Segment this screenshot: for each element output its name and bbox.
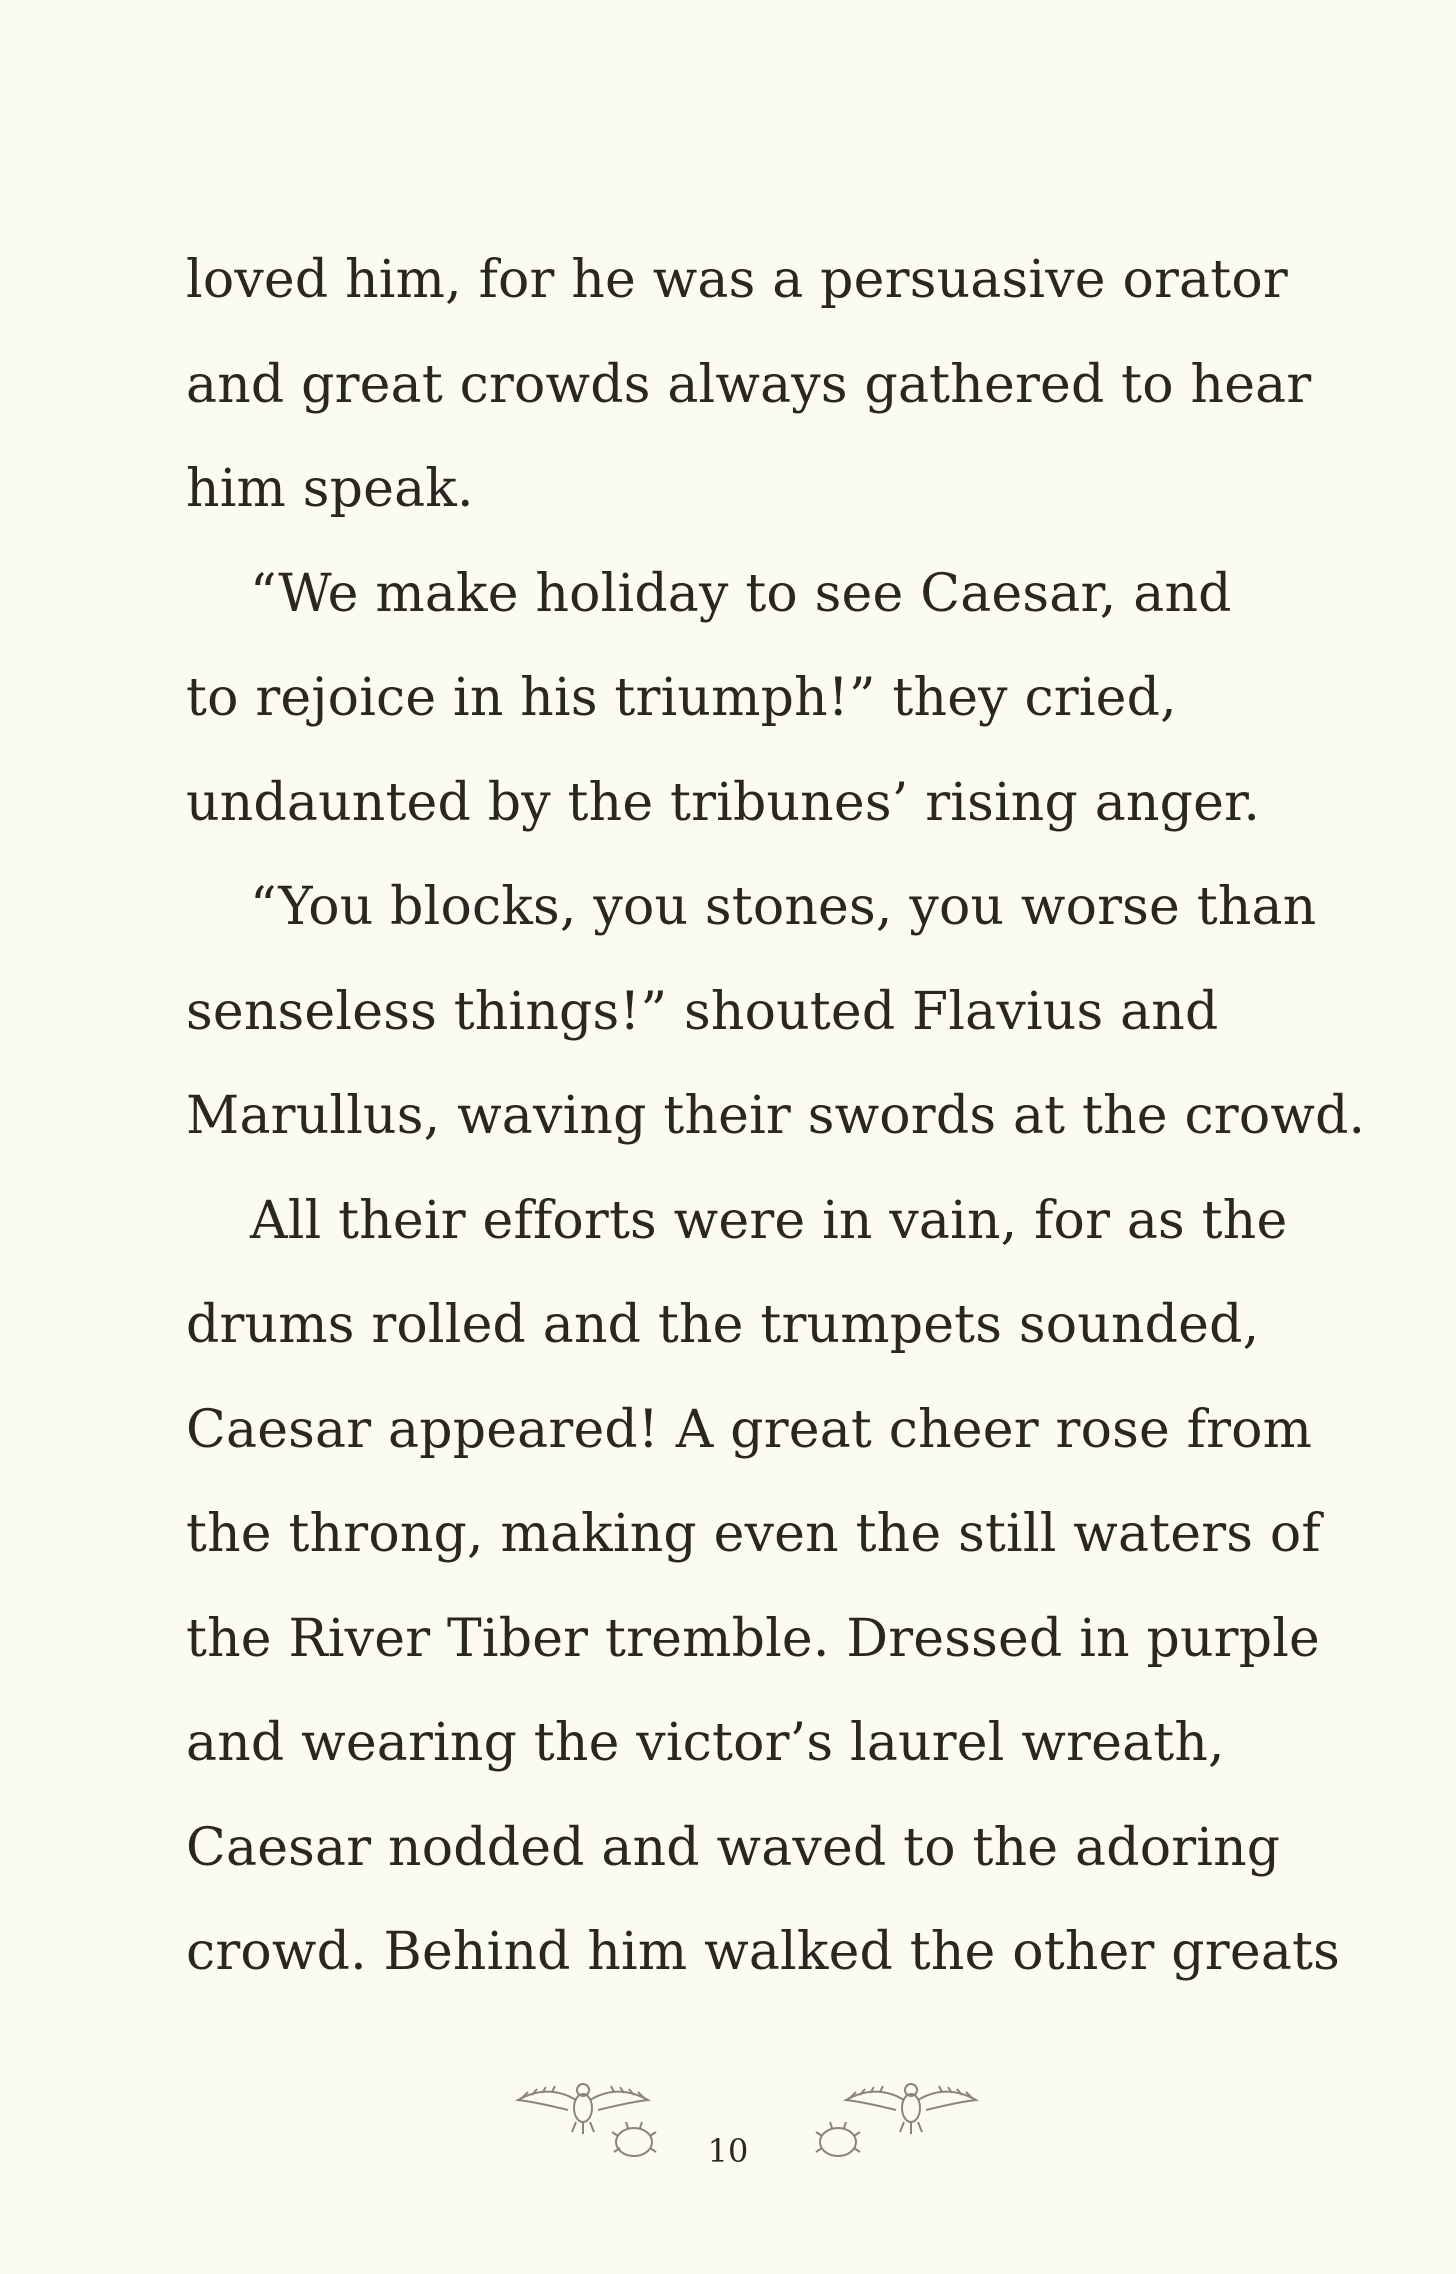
text-line: undaunted by the tribunes’ rising anger. — [186, 772, 1261, 833]
page-footer — [0, 2070, 1456, 2210]
text-line: him speak. — [186, 459, 474, 519]
text-line: the River Tiber tremble. Dressed in purple — [186, 1608, 1321, 1669]
text-line: All their efforts were in vain, for as the — [250, 1190, 1288, 1251]
text-line: Caesar nodded and waved to the adoring — [186, 1817, 1281, 1878]
text-line: and wearing the victor’s laurel wreath, — [186, 1713, 1225, 1773]
text-line: the throng, making even the still waters of — [186, 1504, 1321, 1564]
text-line: and great crowds always gathered to hear — [186, 354, 1312, 415]
text-line: loved him, for he was a persuasive orator — [186, 250, 1288, 310]
text-line: “We make holiday to see Caesar, and — [250, 563, 1232, 624]
text-line: drums rolled and the trumpets sounded, — [186, 1295, 1260, 1355]
text-line: “You blocks, you stones, you worse than — [250, 877, 1317, 937]
text-line: Caesar appeared! A great cheer rose from — [186, 1399, 1313, 1460]
text-line: crowd. Behind him walked the other greats — [186, 1922, 1341, 1982]
text-line: Marullus, waving their swords at the crowd. — [186, 1086, 1366, 1146]
page-number: 10 — [707, 2132, 749, 2170]
text-line: to rejoice in his triumph!” they cried, — [186, 668, 1177, 728]
body-text — [186, 228, 1366, 2005]
text-line: senseless things!” shouted Flavius and — [186, 981, 1219, 1042]
